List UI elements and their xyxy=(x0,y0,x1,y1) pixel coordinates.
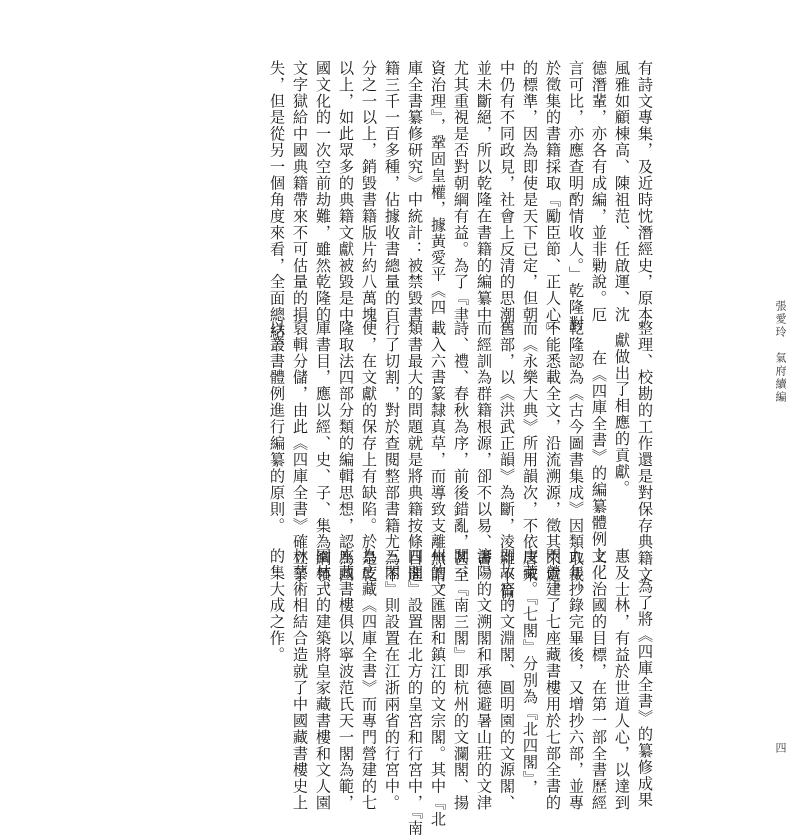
text-line: 載入六書篆隸真草，而導致支離無謂。 xyxy=(429,320,447,600)
text-line: 閣；『南三閣』即杭州的文瀾閣、揚 xyxy=(452,548,470,812)
text-line: 瀋陽的文溯閣和承德避暑山莊的文津 xyxy=(475,548,493,812)
text-line: 而《永樂大典》所用韻次，不依唐宋 xyxy=(521,320,539,584)
text-line: 以叢書體例進行編纂的原則。 xyxy=(268,320,286,534)
text-line: 以上，如此眾多的典籍文獻被毀是中 xyxy=(337,60,355,324)
text-line: 庫書目，應以經、史、子、集為綱領， xyxy=(314,320,332,600)
text-line: 三閣』則設置在江浙兩省的行宮中。 xyxy=(383,548,401,812)
text-line: 庫全書纂修研究》中統計：被禁毀書 xyxy=(406,60,424,324)
text-line: 失，但是從另一個角度來看，全面總結、 xyxy=(268,60,286,357)
text-line: 不能悉載全文，沿流溯源，徵其來處。 xyxy=(544,320,562,600)
text-line: 於徵集的書籍採取『勵臣節、正人心』 xyxy=(544,60,562,340)
text-line: 而經訓為群籍根源，卻不以易、書、 xyxy=(475,320,493,584)
text-section-bottom xyxy=(0,548,800,837)
text-line: 門營建了七座藏書樓用於七部全書的 xyxy=(544,548,562,812)
text-line: 庋藏。『七閣』分別為『北四閣』， xyxy=(521,548,539,796)
text-line: 惠及士林，有益於世道人心，以達到 xyxy=(613,548,631,812)
text-line: 整理、校勘的工作還是對保存典籍文 xyxy=(636,320,654,584)
text-line: 即故宮的文淵閣、圓明園的文源閣、 xyxy=(498,548,516,812)
text-line: 四閣』設置在北方的皇宮和行宮中，『南 xyxy=(406,548,424,837)
page-number: 四 xyxy=(774,742,787,753)
text-line: 在《四庫全書》的編纂體例上， xyxy=(590,350,608,581)
text-line: 文字獄給中國典籍帶來不可估量的損 xyxy=(291,60,309,324)
text-line: 的標準，因為即使是天下已定，但朝 xyxy=(521,60,539,324)
text-line: 資治理』，鞏固皇權，據黃愛平《四 xyxy=(429,60,447,316)
text-line: 州的文匯閣和鎮江的文宗閣。其中『北 xyxy=(429,548,447,828)
text-line: 的集大成之作。 xyxy=(268,548,286,664)
text-line: 林藝術相結合造就了中國藏書樓史上 xyxy=(291,548,309,812)
text-line: 為庋藏《四庫全書》而專門營建的七 xyxy=(360,548,378,812)
text-line: 籍三千一百多種，佔據收書總量的百 xyxy=(383,60,401,324)
text-line: 裒輯分儲，由此《四庫全書》確立了 xyxy=(291,320,309,584)
text-line: 尤其重視是否對朝綱有益。為了『聿 xyxy=(452,60,470,324)
text-line: 座藏書樓俱以寧波范氏天一閣為範， xyxy=(337,548,355,812)
text-line: 言可比，亦應查明酌情收人。」乾隆對 xyxy=(567,60,585,333)
text-line: 九年抄錄完畢後，又增抄六部，並專 xyxy=(567,548,585,812)
text-line: 風雅如顧棟高、陳祖范、任啟運、沈 xyxy=(613,60,631,324)
text-line: 國文化的一次空前劫難，雖然乾隆的 xyxy=(314,60,332,324)
text-line: 便，在文獻的保存上有缺陷。於是乾 xyxy=(360,320,378,584)
text-line: 文化治國的目標，在第一部全書歷經 xyxy=(590,548,608,812)
text-line: 詩、禮、春秋為序，前後錯亂，甚至 xyxy=(452,320,470,584)
running-head: 張愛玲 氣府續編 xyxy=(774,300,787,404)
text-line: 舊部，以《洪武正韻》為斷，淩雜不倫。 xyxy=(498,320,516,617)
text-line: 中仍有不同政見，社會上反清的思潮 xyxy=(498,60,516,324)
text-line: 並未斷絕，所以乾隆在書籍的編纂中 xyxy=(475,60,493,324)
text-line: 類書最大的問題就是將典籍按條目進 xyxy=(406,320,424,584)
text-line: 分之一以上，銷毀書籍版片約八萬塊 xyxy=(360,60,378,324)
text-line: 乾隆認為《古今圖書集成》因類取裁， xyxy=(567,320,585,600)
text-line: 園林式的建築將皇家藏書樓和文人園 xyxy=(314,548,332,812)
text-line: 隆取法四部分類的編輯思想，認為四 xyxy=(337,320,355,584)
text-line: 行了切割，對於查閱整部書籍尤為不 xyxy=(383,320,401,584)
text-line: 獻做出了相應的貢獻。 xyxy=(613,332,631,497)
text-line: 為了將《四庫全書》的纂修成果 xyxy=(636,578,654,809)
text-line: 德潛輩，亦各有成編，並非勦說。厄 xyxy=(590,60,608,324)
text-line: 有詩文專集，及近時忱潛經史，原本 xyxy=(636,60,654,324)
